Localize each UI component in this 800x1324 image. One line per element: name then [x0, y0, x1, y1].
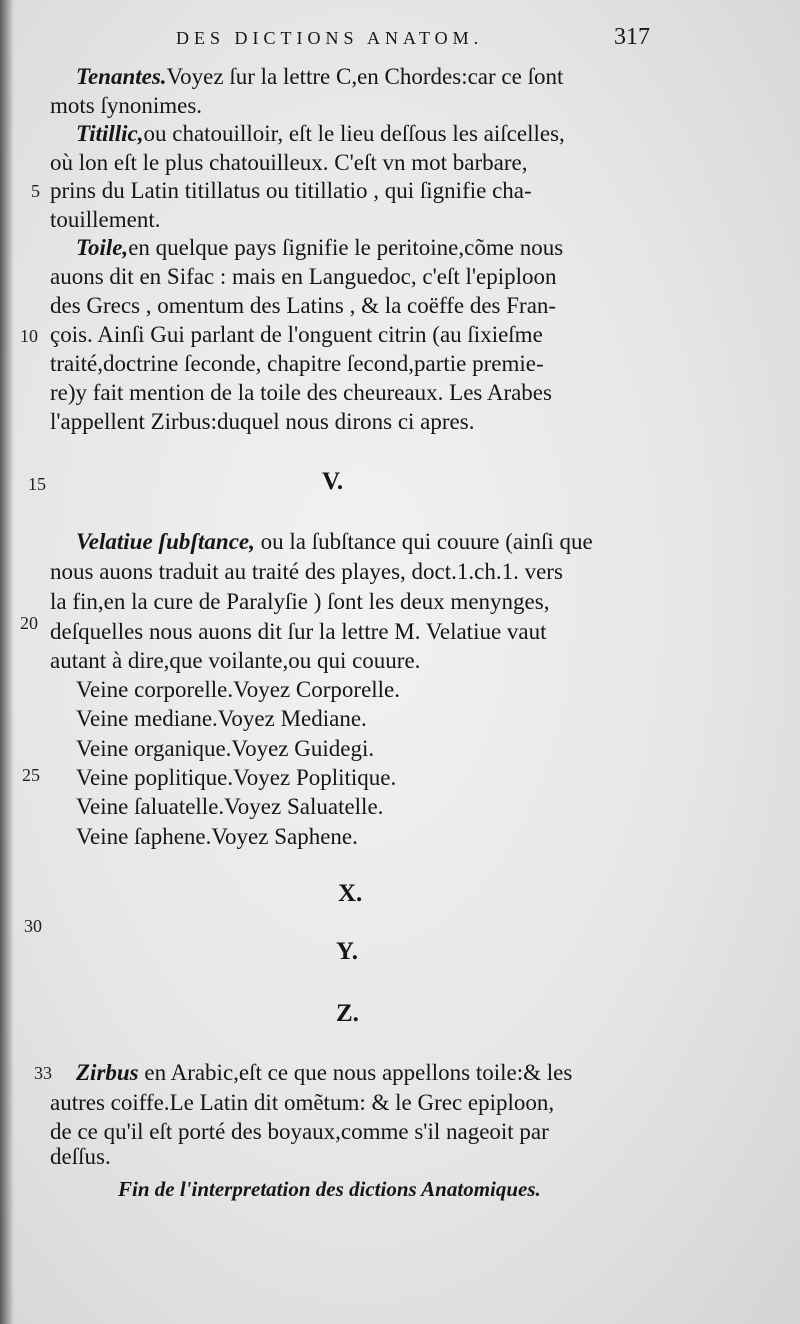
entry-line: où lon eſt le plus chatouilleux. C'eſt vn mot barbare, — [50, 150, 528, 175]
entry-line: deſquelles nous auons dit ſur la lettre M. Velatiue vaut — [50, 619, 547, 644]
entry-lemma: Tenantes. — [76, 64, 167, 89]
entry-text: en quelque pays ſignifie le peritoine,cõme nous — [128, 235, 564, 260]
entry-line: mots ſynonimes. — [50, 93, 203, 118]
section-letter-v: V. — [322, 468, 344, 495]
page-number: 317 — [614, 24, 650, 50]
entry-text: en Arabic,eſt ce que nous appellons toile:& les — [138, 1060, 573, 1085]
entry-line: Veine mediane.Voyez Mediane. — [76, 706, 367, 731]
entry-line: çois. Ainſi Gui parlant de l'onguent citrin (au ſixieſme — [50, 322, 543, 347]
entry-lemma: Velatiue ſubſtance, — [76, 529, 255, 554]
entry-lemma: Zirbus — [76, 1060, 139, 1085]
margin-line-number: 25 — [22, 765, 40, 785]
entry-lemma: Toile, — [76, 235, 129, 260]
entry-line: deſſus. — [50, 1144, 111, 1169]
entry-line: nous auons traduit au traité des playes, doct.1.ch.1. vers — [50, 559, 563, 584]
entry-line: re)y fait mention de la toile des cheureaux. Les Arabes — [50, 380, 552, 405]
entry-line: Veine ſaluatelle.Voyez Saluatelle. — [76, 794, 384, 819]
section-letter-y: Y. — [336, 938, 359, 965]
margin-line-number: 15 — [28, 474, 46, 494]
entry-line — [76, 527, 593, 557]
entry-lemma: Titillic, — [76, 121, 144, 146]
entry-line: Veine ſaphene.Voyez Saphene. — [76, 824, 358, 849]
section-letter-x: X. — [338, 880, 363, 907]
margin-line-number: 5 — [31, 181, 40, 201]
entry-line — [76, 119, 565, 149]
entry-line: la fin,en la cure de Paralyſie ) ſont les deux menynges, — [50, 589, 550, 614]
entry-text: ou chatouilloir, eſt le lieu deſſous les aiſcelles, — [143, 121, 565, 146]
entry-line: de ce qu'il eſt porté des boyaux,comme s'il nageoit par — [50, 1119, 549, 1144]
entry-line: autres coiffe.Le Latin dit omẽtum: & le Grec epiploon, — [50, 1090, 555, 1115]
entry-line: traité,doctrine ſeconde, chapitre ſecond,partie premie- — [50, 351, 544, 376]
margin-line-number: 33 — [34, 1063, 52, 1083]
entry-line: Veine organique.Voyez Guidegi. — [76, 736, 375, 761]
entry-line: l'appellent Zirbus:duquel nous dirons ci apres. — [50, 409, 475, 434]
margin-line-number: 10 — [20, 326, 38, 346]
entry-line: prins du Latin titillatus ou titillatio , qui ſignifie cha- — [50, 178, 532, 203]
section-letter-z: Z. — [336, 1000, 359, 1027]
margin-line-number: 20 — [20, 613, 38, 633]
entry-line: Veine poplitique.Voyez Poplitique. — [76, 765, 397, 790]
running-head: DES DICTIONS ANATOM. — [176, 28, 484, 48]
entry-line: auons dit en Sifac : mais en Languedoc, c'eſt l'epiploon — [50, 264, 557, 289]
entry-line: des Grecs , omentum des Latins , & la coëffe des Fran- — [50, 293, 557, 318]
entry-line — [76, 233, 563, 263]
colophon-line: Fin de l'interpretation des dictions Anatomiques. — [118, 1177, 541, 1201]
entry-text: Voyez ſur la lettre C,en Chordes:car ce ſont — [166, 64, 564, 89]
entry-line: autant à dire,que voilante,ou qui couure. — [50, 648, 421, 673]
margin-line-number: 30 — [24, 916, 42, 936]
entry-line — [76, 1058, 572, 1088]
page-gutter-shadow — [0, 0, 14, 1324]
entry-text: ou la ſubſtance qui couure (ainſi que — [254, 529, 593, 554]
entry-line: touillement. — [50, 207, 161, 232]
entry-line: Veine corporelle.Voyez Corporelle. — [76, 677, 401, 702]
entry-line — [76, 62, 563, 92]
